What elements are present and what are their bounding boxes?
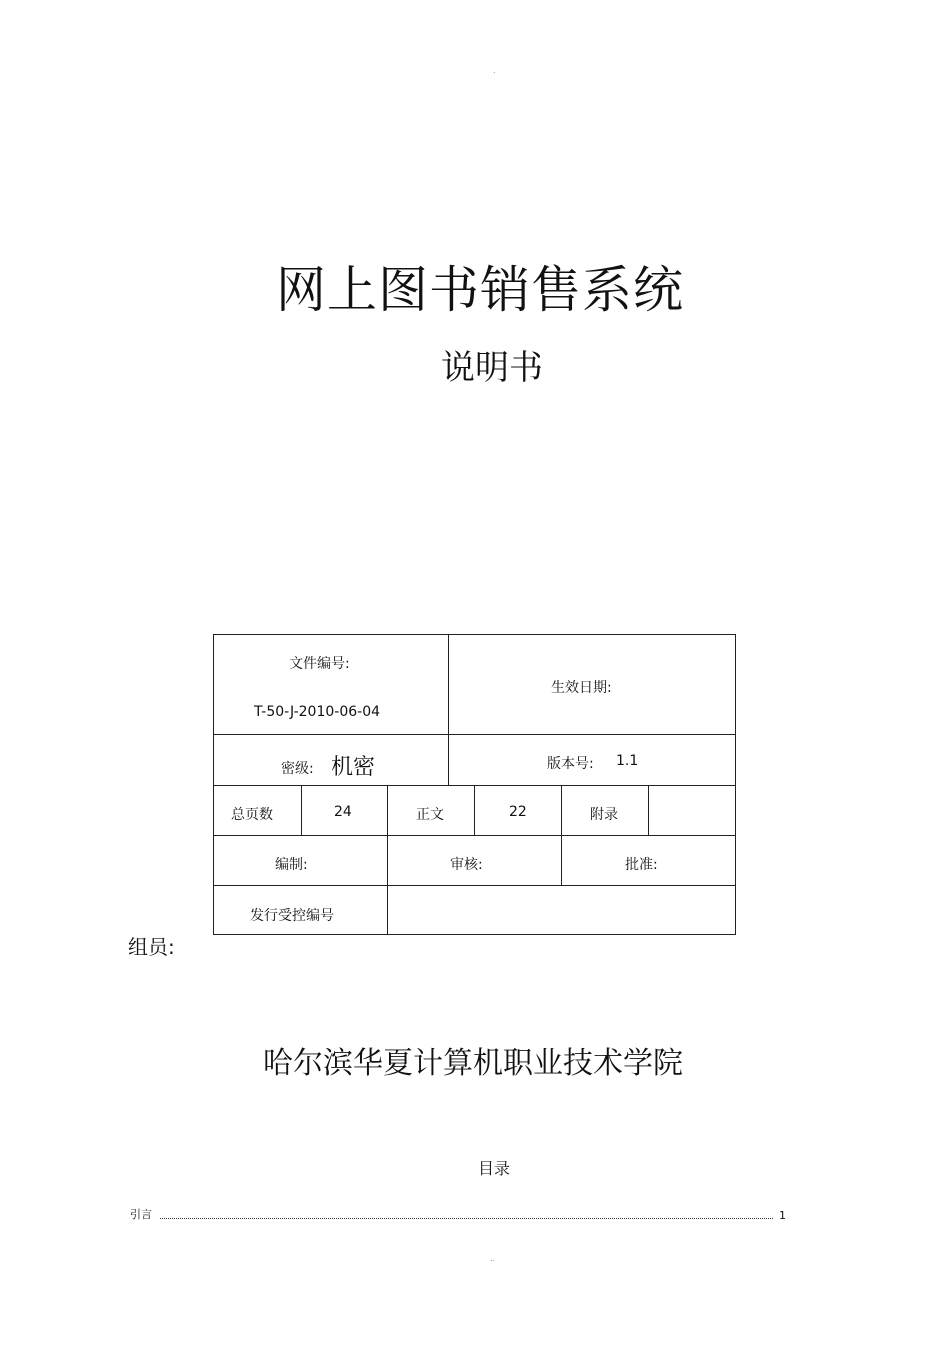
document-info-table [213, 634, 736, 935]
issue-control-label: 发行受控编号 [250, 908, 334, 924]
body-pages-value: 22 [509, 804, 527, 820]
page-marker-top: . [493, 66, 496, 75]
toc-title: 目录 [477, 1159, 510, 1178]
toc-entry-page: 1 [779, 1209, 786, 1222]
security-level-label: 密级: [281, 761, 314, 777]
school-name: 哈尔滨华夏计算机职业技术学院 [263, 1046, 683, 1081]
file-number-value: T-50-J-2010-06-04 [254, 704, 381, 720]
members-label: 组员: [128, 935, 175, 959]
security-level-value: 机密 [331, 755, 376, 780]
body-pages-label: 正文 [416, 807, 444, 823]
document-subtitle: 说明书 [441, 348, 543, 388]
page-marker-bottom: .. [490, 1254, 496, 1263]
appendix-label: 附录 [590, 807, 618, 823]
toc-entry-label: 引言 [130, 1208, 152, 1221]
total-pages-label: 总页数 [231, 807, 273, 823]
reviewer-label: 审核: [450, 857, 483, 873]
toc-entry[interactable] [130, 1206, 786, 1222]
version-value: 1.1 [616, 753, 639, 769]
effective-date-label: 生效日期: [551, 680, 612, 696]
total-pages-value: 24 [334, 804, 352, 820]
document-title: 网上图书销售系统 [276, 261, 684, 319]
toc-leader-dots [160, 1217, 773, 1219]
approver-label: 批准: [625, 857, 658, 873]
editor-label: 编制: [275, 857, 308, 873]
version-label: 版本号: [547, 756, 594, 772]
file-number-label: 文件编号: [289, 656, 350, 672]
